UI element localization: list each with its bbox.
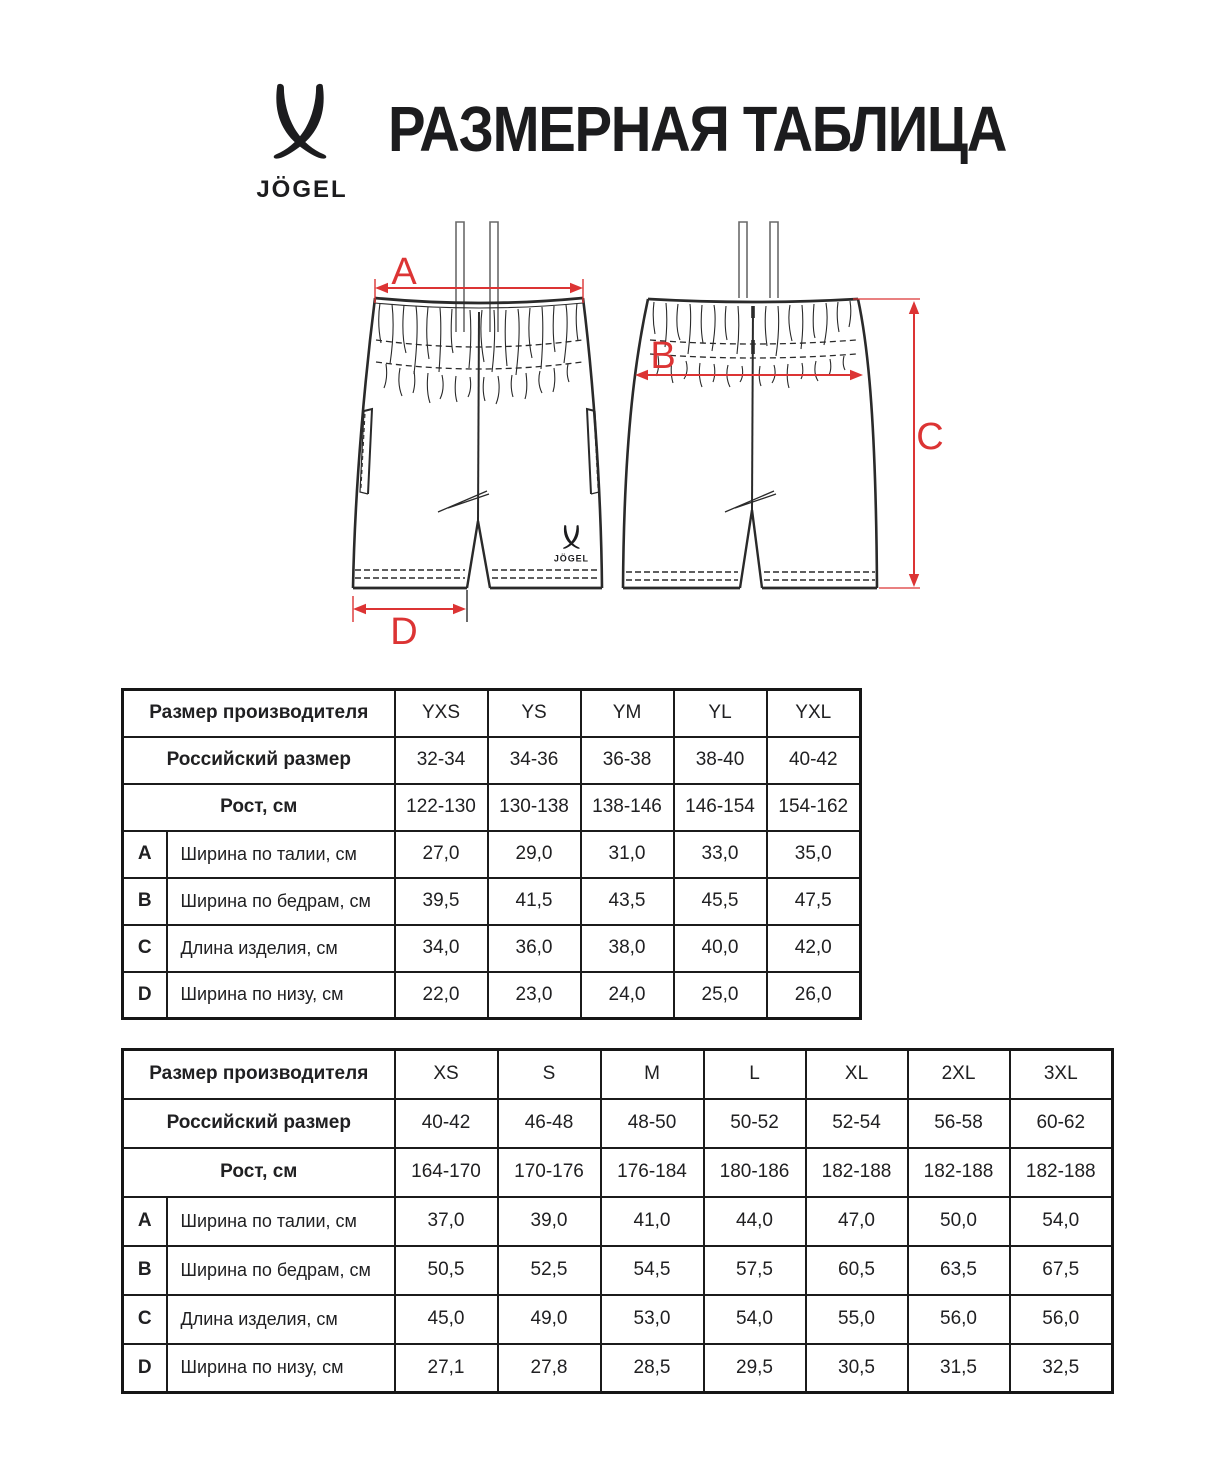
size-value-cell: 32,5 [1010,1344,1113,1393]
drawstring-front [456,222,498,332]
size-value-cell: 182-188 [1010,1148,1113,1197]
size-value-cell: 52-54 [806,1099,908,1148]
drawstring-back [739,222,778,298]
table-row [123,1099,1113,1148]
row-header-label: Размер производителя [123,690,395,737]
size-value-cell: 182-188 [908,1148,1010,1197]
size-value-cell: 26,0 [767,972,861,1019]
size-value-cell: 22,0 [395,972,488,1019]
table-row [123,737,861,784]
size-value-cell: 41,0 [601,1197,704,1246]
page-title: РАЗМЕРНАЯ ТАБЛИЦА [388,93,1007,165]
size-value-cell: 47,5 [767,878,861,925]
dim-letter-cell: B [123,878,167,925]
table-row [123,1050,1113,1099]
size-value-cell: 29,0 [488,831,581,878]
garment-logo-icon [554,525,589,564]
dim-letter-cell: A [123,1197,167,1246]
size-value-cell: 50,5 [395,1246,498,1295]
dim-letter-cell: A [123,831,167,878]
table-row [123,925,861,972]
size-value-cell: 46-48 [498,1099,601,1148]
size-value-cell: 45,5 [674,878,767,925]
size-value-cell: 60-62 [1010,1099,1113,1148]
table-row [123,1295,1113,1344]
size-value-cell: 176-184 [601,1148,704,1197]
row-header-label: Российский размер [123,737,395,784]
size-value-cell: 24,0 [581,972,674,1019]
size-value-cell: 170-176 [498,1148,601,1197]
adult-size-table [121,1048,1114,1394]
size-value-cell: 54,0 [1010,1197,1113,1246]
table-row [123,972,861,1019]
dim-letter-cell: D [123,1344,167,1393]
size-value-cell: 55,0 [806,1295,908,1344]
size-value-cell: 30,5 [806,1344,908,1393]
size-value-cell: YL [674,690,767,737]
size-value-cell: 56,0 [908,1295,1010,1344]
size-value-cell: 38-40 [674,737,767,784]
table-row [123,1344,1113,1393]
size-value-cell: 182-188 [806,1148,908,1197]
table-row [123,831,861,878]
size-value-cell: 42,0 [767,925,861,972]
dim-label-c: C [916,416,944,458]
size-value-cell: 35,0 [767,831,861,878]
measure-name-cell: Ширина по бедрам, см [167,1246,395,1295]
size-value-cell: 41,5 [488,878,581,925]
table-row [123,878,861,925]
size-value-cell: S [498,1050,601,1099]
size-value-cell: 25,0 [674,972,767,1019]
size-value-cell: 27,1 [395,1344,498,1393]
row-header-label: Рост, см [123,784,395,831]
pocket-right [587,409,599,494]
size-value-cell: 34,0 [395,925,488,972]
size-value-cell: 3XL [1010,1050,1113,1099]
size-value-cell: 63,5 [908,1246,1010,1295]
shorts-diagram [0,0,1230,660]
size-value-cell: M [601,1050,704,1099]
dim-label-b: B [650,335,676,377]
size-value-cell: 50,0 [908,1197,1010,1246]
size-value-cell: 122-130 [395,784,488,831]
size-value-cell: 2XL [908,1050,1010,1099]
measure-name-cell: Длина изделия, см [167,1295,395,1344]
size-value-cell: YM [581,690,674,737]
measure-name-cell: Ширина по низу, см [167,1344,395,1393]
measure-name-cell: Ширина по талии, см [167,1197,395,1246]
size-value-cell: 52,5 [498,1246,601,1295]
size-value-cell: 48-50 [601,1099,704,1148]
row-header-label: Размер производителя [123,1050,395,1099]
dim-letter-cell: C [123,1295,167,1344]
measure-name-cell: Ширина по низу, см [167,972,395,1019]
size-value-cell: 45,0 [395,1295,498,1344]
size-value-cell: 40,0 [674,925,767,972]
size-value-cell: 40-42 [395,1099,498,1148]
dim-label-d: D [390,611,418,653]
size-value-cell: 53,0 [601,1295,704,1344]
size-value-cell: 29,5 [704,1344,806,1393]
size-value-cell: 146-154 [674,784,767,831]
table-row [123,1148,1113,1197]
row-header-label: Рост, см [123,1148,395,1197]
table-row [123,784,861,831]
shorts-back-view [623,222,877,588]
size-value-cell: 50-52 [704,1099,806,1148]
garment-logo-text: JÖGEL [553,553,589,564]
size-value-cell: 56-58 [908,1099,1010,1148]
dim-label-a: A [391,251,417,293]
dim-letter-cell: B [123,1246,167,1295]
measure-name-cell: Ширина по талии, см [167,831,395,878]
size-value-cell: 39,5 [395,878,488,925]
size-value-cell: 138-146 [581,784,674,831]
size-value-cell: 40-42 [767,737,861,784]
size-value-cell: 154-162 [767,784,861,831]
size-value-cell: 27,0 [395,831,488,878]
size-value-cell: 32-34 [395,737,488,784]
size-value-cell: 56,0 [1010,1295,1113,1344]
measure-name-cell: Ширина по бедрам, см [167,878,395,925]
dim-letter-cell: C [123,925,167,972]
size-value-cell: XS [395,1050,498,1099]
size-value-cell: YXS [395,690,488,737]
size-value-cell: 43,5 [581,878,674,925]
size-value-cell: 44,0 [704,1197,806,1246]
brand-name: JÖGEL [256,176,348,203]
measure-name-cell: Длина изделия, см [167,925,395,972]
size-value-cell: 38,0 [581,925,674,972]
table-row [123,690,861,737]
size-value-cell: 49,0 [498,1295,601,1344]
size-value-cell: 130-138 [488,784,581,831]
dim-arrow-c [853,299,920,588]
size-value-cell: 57,5 [704,1246,806,1295]
size-value-cell: 37,0 [395,1197,498,1246]
table-row [123,1197,1113,1246]
size-value-cell: 31,5 [908,1344,1010,1393]
youth-size-table [121,688,862,1020]
size-value-cell: 33,0 [674,831,767,878]
dim-letter-cell: D [123,972,167,1019]
size-value-cell: L [704,1050,806,1099]
row-header-label: Российский размер [123,1099,395,1148]
size-value-cell: 47,0 [806,1197,908,1246]
size-value-cell: 23,0 [488,972,581,1019]
size-value-cell: 67,5 [1010,1246,1113,1295]
size-value-cell: 180-186 [704,1148,806,1197]
size-value-cell: 36,0 [488,925,581,972]
size-value-cell: 39,0 [498,1197,601,1246]
size-value-cell: 54,0 [704,1295,806,1344]
size-value-cell: 60,5 [806,1246,908,1295]
size-value-cell: 34-36 [488,737,581,784]
size-value-cell: XL [806,1050,908,1099]
size-value-cell: YXL [767,690,861,737]
size-value-cell: 28,5 [601,1344,704,1393]
size-value-cell: 36-38 [581,737,674,784]
size-value-cell: 54,5 [601,1246,704,1295]
size-value-cell: YS [488,690,581,737]
size-value-cell: 31,0 [581,831,674,878]
table-row [123,1246,1113,1295]
size-value-cell: 27,8 [498,1344,601,1393]
size-value-cell: 164-170 [395,1148,498,1197]
